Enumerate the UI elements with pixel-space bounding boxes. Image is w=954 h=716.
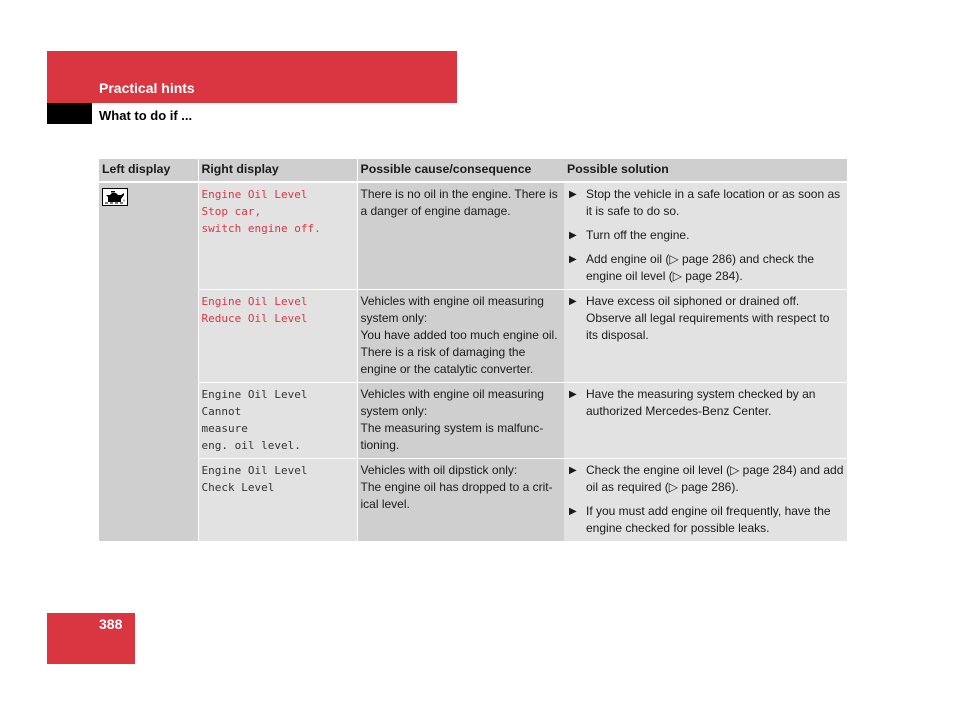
solution-text: Add engine oil (▷ page 286) and check the engine oil level (▷ page 284). <box>586 252 815 283</box>
solution-text: Turn off the engine. <box>586 228 690 242</box>
cause-cell <box>357 290 564 383</box>
right-display-cell <box>198 383 357 459</box>
arrow-bullet-icon: ▶ <box>569 189 577 200</box>
table-header-row <box>99 159 847 182</box>
display-line: Engine Oil Level <box>201 464 308 477</box>
arrow-bullet-icon: ▶ <box>569 389 577 400</box>
table-row <box>99 290 847 383</box>
solution-item <box>567 462 844 496</box>
page-number: 388 <box>99 616 123 632</box>
right-display-cell <box>198 459 357 542</box>
solution-cell <box>564 459 847 542</box>
table-row <box>99 182 847 290</box>
display-line: Stop car, <box>201 205 262 218</box>
section-title: Practical hints <box>99 80 195 96</box>
table-row <box>99 459 847 542</box>
cause-text: Vehicles with engine oil measuring system only: <box>360 294 544 325</box>
display-line: Check Level <box>201 481 275 494</box>
solution-item <box>567 186 844 220</box>
arrow-bullet-icon: ▶ <box>569 506 577 517</box>
solution-item <box>567 503 844 537</box>
solution-text: Check the engine oil level (▷ page 284) and add oil as required (▷ page 286). <box>586 463 844 494</box>
solution-text: Have excess oil siphoned or drained off. Observe all legal requirements with respect to its disposal. <box>586 294 830 342</box>
cause-cell <box>357 459 564 542</box>
right-display-cell <box>198 182 357 290</box>
cause-text: Vehicles with oil dipstick only: <box>360 463 518 477</box>
display-line: Engine Oil Level <box>201 188 308 201</box>
display-line: Engine Oil Level <box>201 388 308 401</box>
solution-text: Stop the vehicle in a safe location or as soon as it is safe to do so. <box>586 187 841 218</box>
display-line: Engine Oil Level <box>201 295 308 308</box>
cause-text: You have added too much engine oil. There is a risk of damaging the engine or the catalytic converter. <box>360 328 558 376</box>
display-line: eng. oil level. <box>201 439 301 452</box>
display-line: Reduce Oil Level <box>201 312 308 325</box>
column-header-right-display: Right display <box>198 159 357 182</box>
solution-item <box>567 251 844 285</box>
engine-oil-can-icon <box>102 188 128 206</box>
column-header-cause: Possible cause/consequence <box>357 159 564 182</box>
solution-text: If you must add engine oil frequently, have the engine checked for possible leaks. <box>586 504 831 535</box>
left-display-cell <box>99 182 198 542</box>
cause-text: Vehicles with engine oil measuring system only: <box>360 387 544 418</box>
solution-item <box>567 227 844 244</box>
solution-item <box>567 386 844 420</box>
solution-item <box>567 293 844 344</box>
cause-text: There is no oil in the engine. There is a danger of engine damage. <box>360 187 558 218</box>
column-header-left-display: Left display <box>99 159 198 182</box>
solution-cell <box>564 182 847 290</box>
cause-text: The measuring system is malfunc-tioning. <box>360 421 544 452</box>
display-line: measure <box>201 422 248 435</box>
arrow-bullet-icon: ▶ <box>569 465 577 476</box>
display-line: Cannot <box>201 405 242 418</box>
solution-cell <box>564 290 847 383</box>
arrow-bullet-icon: ▶ <box>569 230 577 241</box>
arrow-bullet-icon: ▶ <box>569 254 577 265</box>
solution-text: Have the measuring system checked by an authorized Mercedes-Benz Center. <box>586 387 816 418</box>
cause-text: The engine oil has dropped to a crit-ical level. <box>360 480 553 511</box>
arrow-bullet-icon: ▶ <box>569 296 577 307</box>
section-marker <box>47 103 92 124</box>
hints-table <box>99 159 847 542</box>
column-header-solution: Possible solution <box>564 159 847 182</box>
subsection-title: What to do if ... <box>99 108 193 123</box>
right-display-cell <box>198 290 357 383</box>
display-line: switch engine off. <box>201 222 321 235</box>
table-row <box>99 383 847 459</box>
solution-cell <box>564 383 847 459</box>
cause-cell <box>357 182 564 290</box>
cause-cell <box>357 383 564 459</box>
